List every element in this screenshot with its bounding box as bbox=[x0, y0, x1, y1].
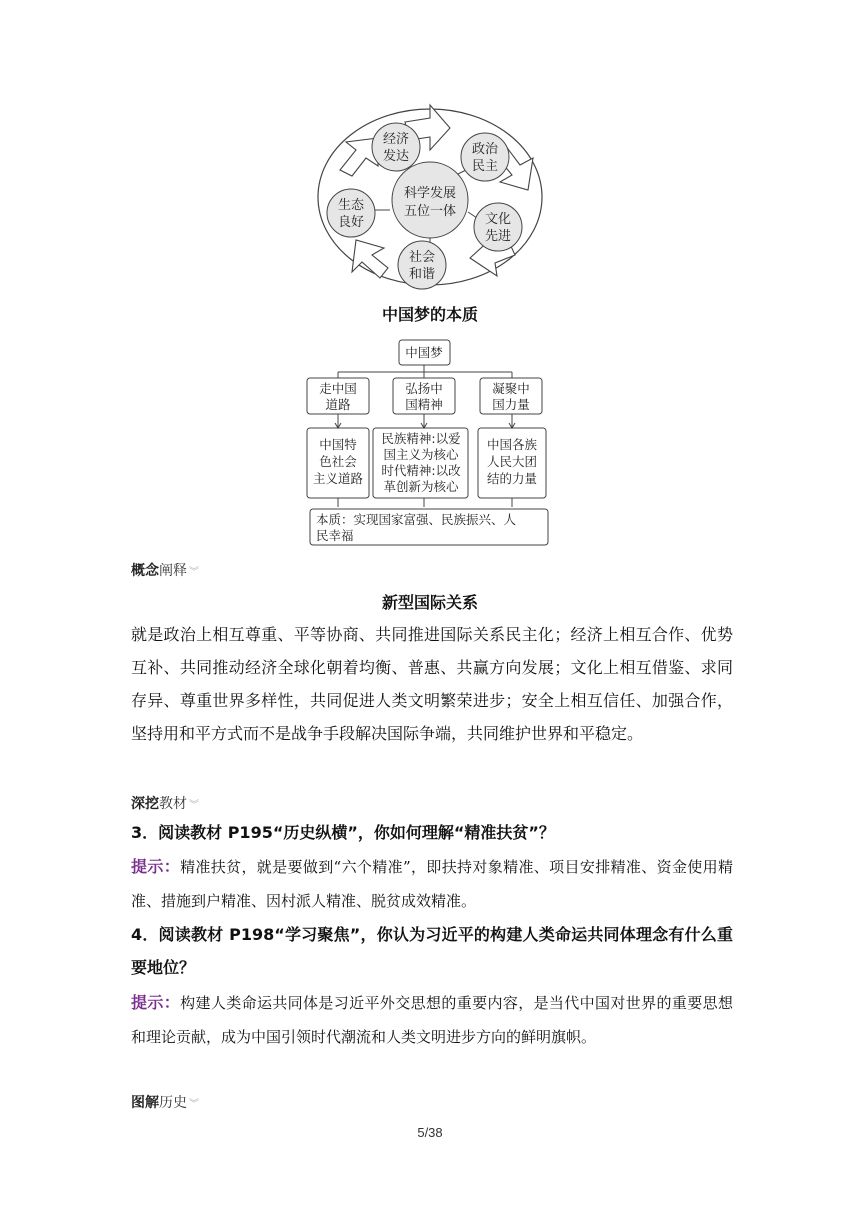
branch2-body-line3: 时代精神:以改 bbox=[381, 463, 461, 478]
tag-history bbox=[131, 1092, 199, 1112]
node-politics-line-1: 政治 bbox=[471, 142, 499, 157]
chevron-down-icon: ︾ bbox=[189, 1099, 199, 1110]
node-ecology-line-1: 生态 bbox=[337, 198, 365, 213]
hint-3 bbox=[131, 850, 733, 918]
hint-4-text: 构建人类命运共同体是习近平外交思想的重要内容，是当代中国对世界的重要思想和理论贡献，成为中国引领时代潮流和人类文明进步方向的鲜明旗帜。 bbox=[131, 994, 733, 1046]
node-economy-line-1: 经济 bbox=[382, 132, 410, 147]
tag-concept-bold: 概念 bbox=[131, 563, 159, 579]
branch2-body-line4: 革创新为核心 bbox=[383, 479, 459, 494]
heading-new-relations: 新型国际关系 bbox=[381, 593, 478, 612]
branch1-head-line1: 走中国 bbox=[319, 381, 357, 396]
node-society-line-1: 社会 bbox=[408, 250, 436, 265]
page-number: 5/38 bbox=[417, 1125, 443, 1140]
branch3-body-line2: 人民大团 bbox=[486, 454, 538, 469]
chevron-down-icon: ︾ bbox=[189, 800, 199, 811]
center-line-2: 五位一体 bbox=[403, 204, 457, 219]
essence-line1: 本质：实现国家富强、民族振兴、人 bbox=[316, 512, 517, 527]
node-economy-line-2: 发达 bbox=[382, 149, 410, 164]
root-label: 中国梦 bbox=[405, 345, 443, 360]
chevron-down-icon: ︾ bbox=[189, 567, 199, 578]
tag-dig bbox=[131, 793, 199, 813]
branch1-body-line1: 中国特 bbox=[319, 437, 357, 452]
branch2-head-line2: 国精神 bbox=[405, 397, 443, 412]
essence-line2: 民幸福 bbox=[316, 528, 354, 543]
node-society-line-2: 和谐 bbox=[408, 267, 436, 282]
heading-china-dream: 中国梦的本质 bbox=[381, 305, 478, 324]
paragraph-new-relations: 就是政治上相互尊重、平等协商、共同推进国际关系民主化；经济上相互合作、优势互补、共同推动经济全球化朝着均衡、普惠、共赢方向发展；文化上相互借鉴、求同存异、尊重世界多样性，共同促进人类文明繁荣进步；安全上相互信任、加强合作，坚持用和平方式而不是战争手段解决国际争端，共同维护世界和平稳定。 bbox=[131, 625, 733, 743]
branch1-head-line2: 道路 bbox=[325, 397, 351, 412]
tag-concept-light: 阐释 bbox=[159, 563, 187, 579]
five-in-one-diagram bbox=[0, 0, 860, 300]
tag-dig-light: 教材 bbox=[159, 796, 187, 812]
branch2-head-line1: 弘扬中 bbox=[405, 381, 443, 396]
question-3: 3．阅读教材 P195“历史纵横”，你如何理解“精准扶贫”？ bbox=[131, 823, 555, 842]
node-culture-line-2: 先进 bbox=[484, 229, 512, 244]
question-4: 4．阅读教材 P198“学习聚焦”，你认为习近平的构建人类命运共同体理念有什么重要地位？ bbox=[131, 925, 733, 977]
branch2-body-line1: 民族精神:以爱 bbox=[381, 431, 461, 446]
node-ecology-line-2: 良好 bbox=[337, 215, 365, 230]
branch3-body-line3: 结的力量 bbox=[486, 471, 538, 486]
hint-3-text: 精准扶贫，就是要做到“六个精准”，即扶持对象精准、项目安排精准、资金使用精准、措施到户精准、因村派人精准、脱贫成效精准。 bbox=[131, 858, 733, 910]
branch1-body-line2: 色社会 bbox=[319, 454, 357, 469]
node-politics-line-2: 民主 bbox=[471, 159, 499, 174]
tag-history-bold: 图解 bbox=[131, 1095, 159, 1111]
hint-4-label: 提示： bbox=[131, 993, 181, 1012]
node-culture-line-1: 文化 bbox=[484, 212, 512, 227]
branch3-body-line1: 中国各族 bbox=[486, 437, 538, 452]
branch3-head-line1: 凝聚中 bbox=[492, 381, 530, 396]
branch2-body-line2: 国主义为核心 bbox=[383, 447, 459, 462]
tag-concept bbox=[131, 560, 199, 580]
tag-history-light: 历史 bbox=[159, 1095, 187, 1111]
hint-3-label: 提示： bbox=[131, 857, 181, 876]
china-dream-diagram bbox=[0, 335, 860, 550]
branch1-body-line3: 主义道路 bbox=[312, 471, 364, 486]
center-line-1: 科学发展 bbox=[403, 186, 457, 201]
branch3-head-line2: 国力量 bbox=[492, 397, 530, 412]
hint-4 bbox=[131, 986, 733, 1054]
tag-dig-bold: 深挖 bbox=[131, 796, 159, 812]
